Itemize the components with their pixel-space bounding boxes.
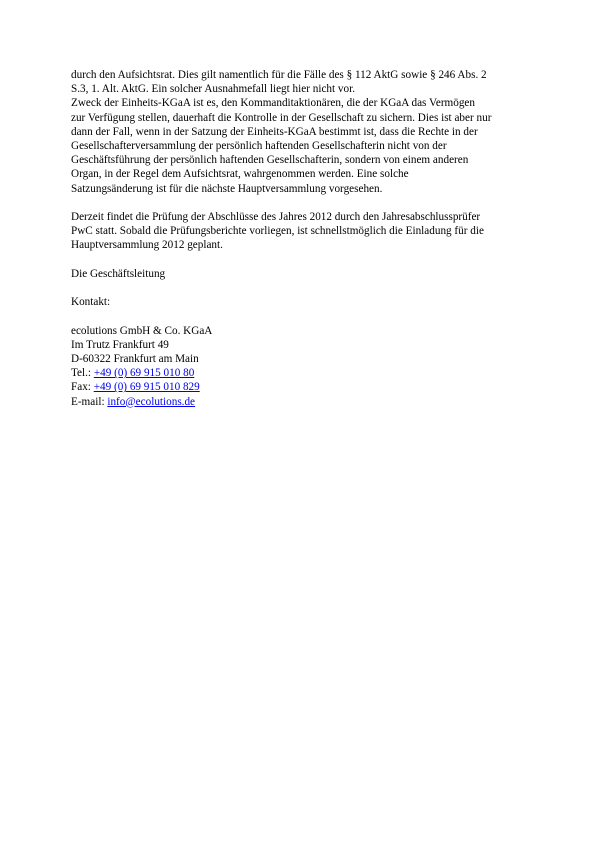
paragraph-spacer — [71, 196, 541, 210]
contact-street: Im Trutz Frankfurt 49 — [71, 338, 169, 351]
signature-block — [71, 267, 541, 281]
paragraph-spacer — [71, 253, 541, 267]
paragraph-line: Derzeit findet die Prüfung der Abschlüsse des Jahres 2012 durch den Jahresabschlussprüfer — [71, 211, 481, 224]
fax-link[interactable]: +49 (0) 69 915 010 829 — [93, 381, 200, 394]
paragraph-line: zur Verfügung stellen, dauerhaft die Kontrolle in der Gesellschaft zu sichern. Dies ist aber nur — [71, 111, 492, 124]
paragraph-line: S.3, 1. Alt. AktG. Ein solcher Ausnahmefall liegt hier nicht vor. — [71, 83, 356, 96]
contact-company: ecolutions GmbH & Co. KGaA — [71, 324, 213, 337]
signature-text: Die Geschäftsleitung — [71, 267, 166, 280]
tel-label: Tel.: — [71, 367, 94, 380]
paragraph-line: Hauptversammlung 2012 geplant. — [71, 239, 223, 252]
tel-link[interactable]: +49 (0) 69 915 010 80 — [93, 367, 195, 380]
paragraph-line: Geschäftsführung der persönlich haftenden Gesellschafterin, sondern von einem anderen — [71, 154, 469, 167]
paragraph-line: PwC statt. Sobald die Prüfungsberichte vorliegen, ist schnellstmöglich die Einladung für die — [71, 225, 484, 238]
paragraph-line: Organ, in der Regel dem Aufsichtsrat, wahrgenommen werden. Eine solche — [71, 168, 409, 181]
paragraph-line: Satzungsänderung ist für die nächste Hauptversammlung vorgesehen. — [71, 182, 383, 195]
paragraph-spacer — [71, 309, 541, 323]
contact-city: D-60322 Frankfurt am Main — [71, 353, 199, 365]
contact-fax-row — [71, 380, 541, 394]
paragraph-supervisory-board — [71, 68, 541, 96]
contact-email-row — [71, 395, 541, 409]
fax-label: Fax: — [71, 381, 94, 394]
contact-block — [71, 324, 541, 409]
paragraph-purpose — [71, 96, 541, 195]
paragraph-line: Gesellschafterversammlung der persönlich haftenden Gesellschafterin nicht von der — [71, 140, 447, 153]
paragraph-line: durch den Aufsichtsrat. Dies gilt namentlich für die Fälle des § 112 AktG sowie § 246 Abs. 2 — [71, 69, 487, 81]
contact-heading: Kontakt: — [71, 296, 111, 309]
paragraph-spacer — [71, 281, 541, 295]
email-label: E-mail: — [71, 395, 108, 408]
contact-heading-block — [71, 295, 541, 309]
contact-tel-row — [71, 366, 541, 380]
email-link[interactable]: info@ecolutions.de — [107, 395, 196, 408]
document-page — [71, 68, 541, 409]
paragraph-line: dann der Fall, wenn in der Satzung der Einheits-KGaA bestimmt ist, dass die Rechte in der — [71, 125, 478, 138]
paragraph-audit — [71, 210, 541, 253]
paragraph-line: Zweck der Einheits-KGaA ist es, den Kommanditaktionären, die der KGaA das Vermögen — [71, 97, 475, 110]
